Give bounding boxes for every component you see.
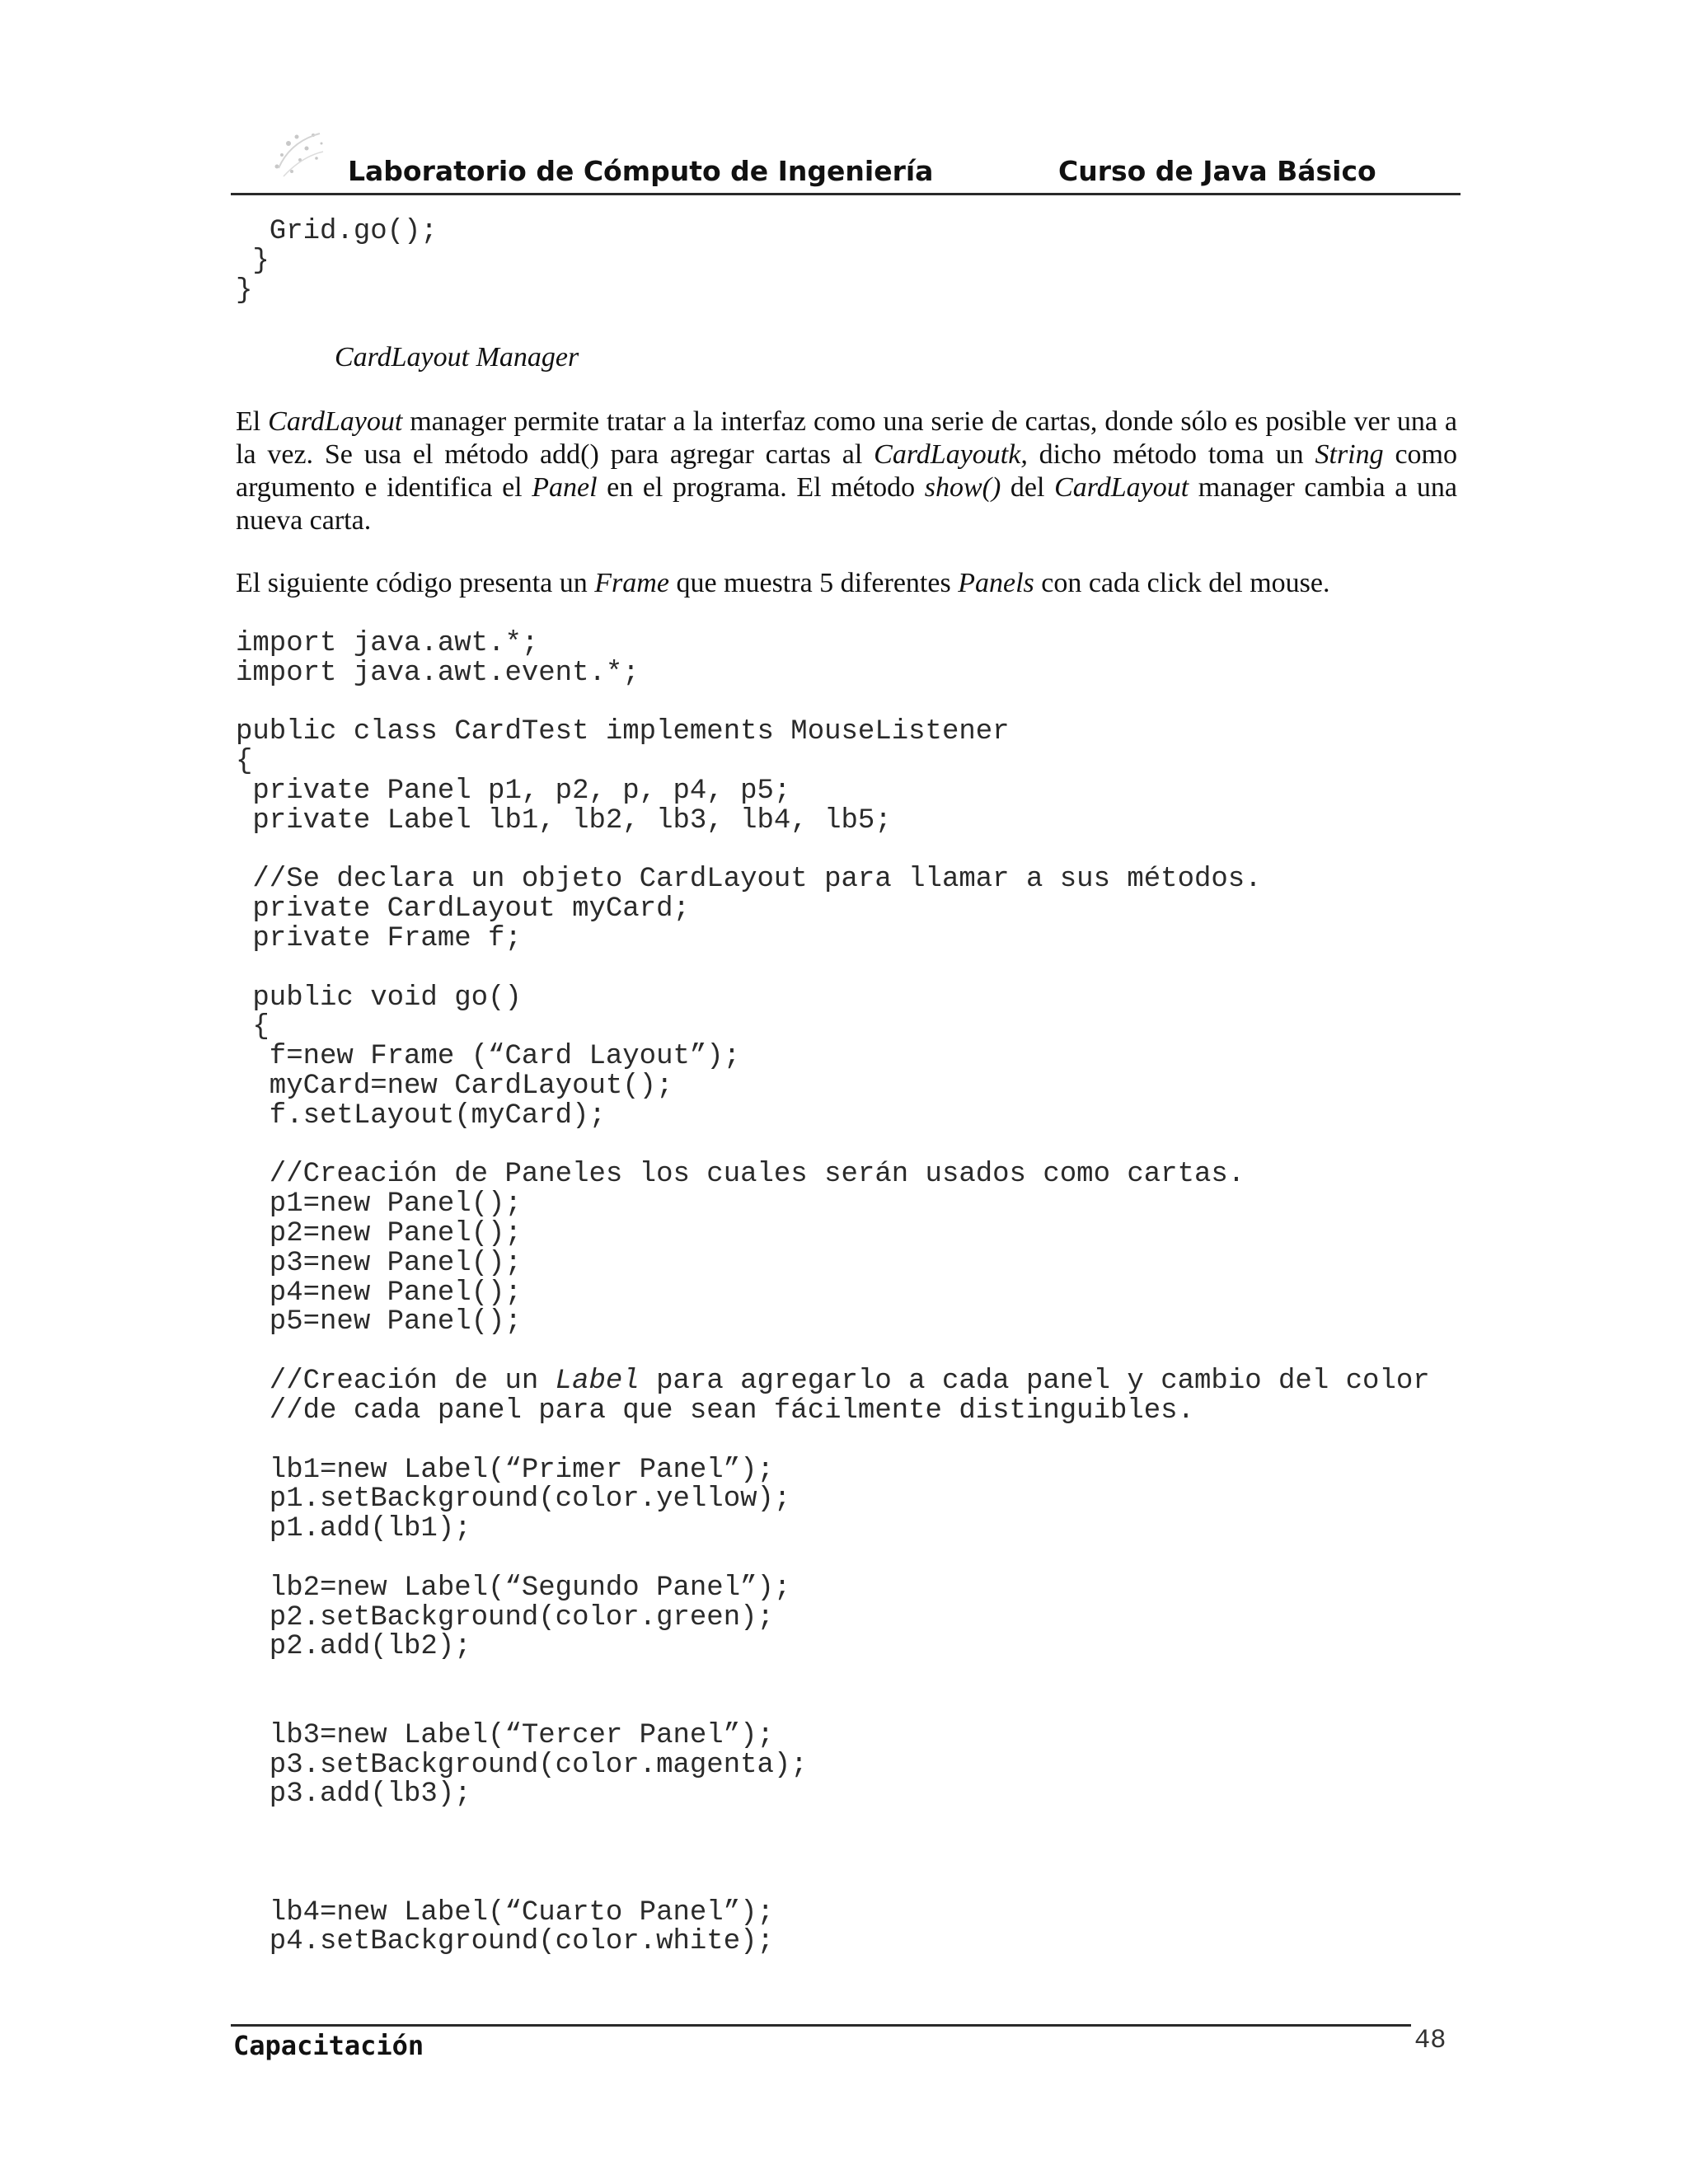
code-line: } <box>236 245 270 277</box>
code-line: f=new Frame (“Card Layout”); <box>236 1041 741 1073</box>
code-line: private Label lb1, lb2, lb3, lb4, lb5; <box>236 804 892 837</box>
code-line: f.setLayout(myCard); <box>236 1099 606 1132</box>
code-line: p2=new Panel(); <box>236 1217 522 1249</box>
code-line: lb2=new Label(“Segundo Panel”); <box>236 1572 791 1604</box>
code-line: //de cada panel para que sean fácilmente distinguibles. <box>236 1395 1194 1427</box>
code-line: { <box>236 746 253 778</box>
code-line: private Frame f; <box>236 922 522 954</box>
code-line: p1=new Panel(); <box>236 1188 522 1221</box>
code-line: import java.awt.event.*; <box>236 657 640 689</box>
code-line: p4=new Panel(); <box>236 1277 522 1309</box>
page-header <box>231 153 1461 195</box>
code-line: public class CardTest implements MouseListener <box>236 716 1010 748</box>
code-line: private CardLayout myCard; <box>236 893 690 926</box>
code-line: p2.setBackground(color.green); <box>236 1601 774 1633</box>
code-line: p5=new Panel(); <box>236 1306 522 1338</box>
paragraph-example: El siguiente código presenta un Frame que muestra 5 diferentes Panels con cada click del mouse. <box>236 568 1330 598</box>
code-block-top <box>236 218 438 306</box>
code-line: myCard=new CardLayout(); <box>236 1070 673 1102</box>
code-line: Grid.go(); <box>236 216 438 247</box>
footer-label: Capacitación <box>233 2030 424 2061</box>
code-block-rest <box>236 1397 1194 1957</box>
page-number: 48 <box>1414 2025 1447 2055</box>
code-line: //Creación de Paneles los cuales serán usados como cartas. <box>236 1159 1245 1191</box>
code-line: p1.setBackground(color.yellow); <box>236 1483 791 1516</box>
code-line: { <box>236 1011 270 1043</box>
header-course-title: Curso de Java Básico <box>1058 155 1376 187</box>
code-block-main <box>236 630 1262 1338</box>
paragraph-intro: El CardLayout manager permite tratar a la interfaz como una serie de cartas, donde sólo es posible ver una a la vez. Se usa el método add() para agregar cartas al CardLayoutk, dicho método toma un String como argumento e identifica el Panel en el programa. El método show() del CardLayout manager cambia a una nueva carta. <box>236 406 1457 536</box>
page-footer-rule <box>231 2024 1411 2027</box>
header-course-lab: Laboratorio de Cómputo de Ingeniería <box>348 155 934 187</box>
code-line: } <box>236 274 253 307</box>
code-line: p1.add(lb1); <box>236 1513 471 1545</box>
section-title: CardLayout Manager <box>335 342 579 373</box>
code-line: private Panel p1, p2, p, p4, p5; <box>236 775 791 807</box>
code-comment-label-line: //Creación de un Label para agregarlo a cada panel y cambio del color <box>236 1366 1430 1397</box>
code-line: //Se declara un objeto CardLayout para llamar a sus métodos. <box>236 864 1262 896</box>
logo-icon <box>231 119 338 185</box>
code-line: p3=new Panel(); <box>236 1247 522 1279</box>
code-line: lb4=new Label(“Cuarto Panel”); <box>236 1896 774 1929</box>
code-line: p3.add(lb3); <box>236 1779 471 1811</box>
code-line: p2.add(lb2); <box>236 1631 471 1663</box>
code-line: p4.setBackground(color.white); <box>236 1926 774 1958</box>
code-line: lb1=new Label(“Primer Panel”); <box>236 1454 774 1486</box>
code-line: lb3=new Label(“Tercer Panel”); <box>236 1719 774 1751</box>
code-line: import java.awt.*; <box>236 628 539 659</box>
code-line: public void go() <box>236 982 522 1014</box>
code-line: p3.setBackground(color.magenta); <box>236 1749 808 1781</box>
